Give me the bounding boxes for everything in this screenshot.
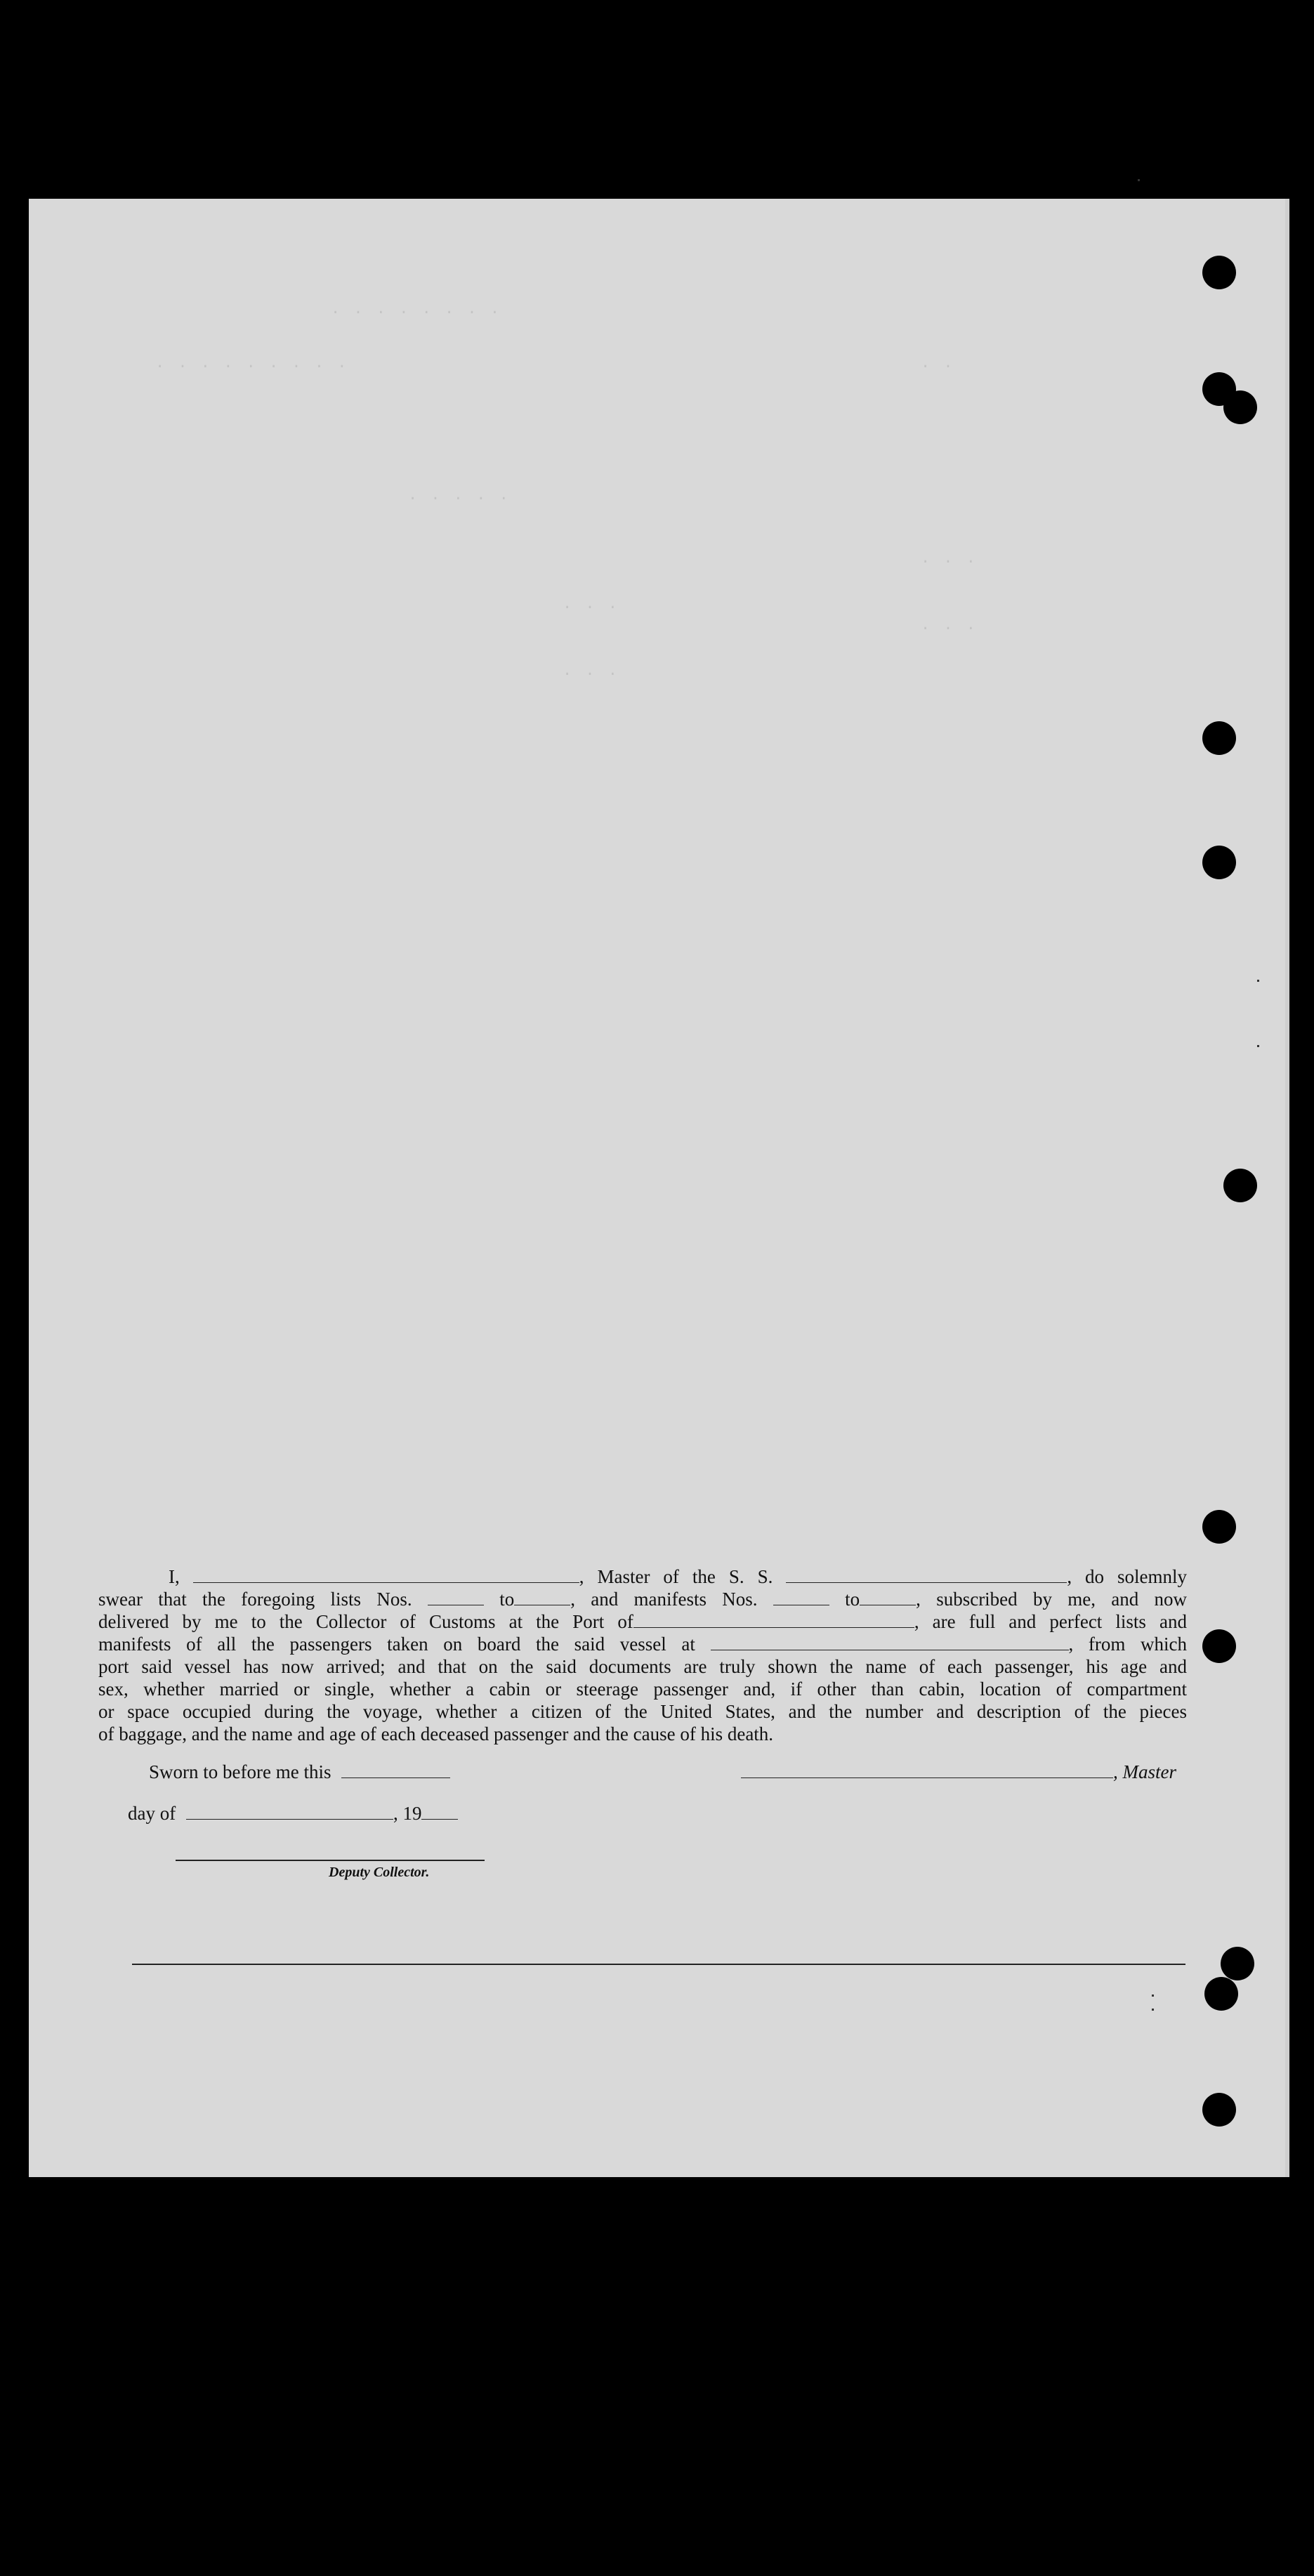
ship-name-blank xyxy=(786,1568,1067,1583)
bleed-through-text: . . . . . . . . xyxy=(331,301,502,318)
day-of-line xyxy=(128,1803,458,1825)
oath-text: swear that the foregoing lists Nos. xyxy=(98,1589,412,1610)
oath-text: , do solemnly xyxy=(1067,1566,1188,1587)
oath-text: to xyxy=(499,1589,515,1610)
deputy-signature-rule xyxy=(176,1860,485,1861)
oath-text: , are full and perfect lists and xyxy=(914,1611,1187,1632)
oath-text: to xyxy=(845,1589,860,1610)
master-signature-blank xyxy=(741,1763,1113,1778)
page-edge xyxy=(1285,199,1289,2177)
bleed-through-text: . . xyxy=(921,355,955,372)
punch-hole xyxy=(1223,1169,1257,1202)
oath-text: I, xyxy=(169,1566,180,1587)
punch-hole xyxy=(1204,1977,1238,2011)
punch-hole xyxy=(1202,1510,1236,1544)
manifest-no-from-blank xyxy=(773,1591,829,1605)
month-blank xyxy=(186,1805,393,1820)
sworn-label: Sworn to before me this xyxy=(149,1761,331,1782)
port-blank xyxy=(633,1613,914,1628)
list-no-from-blank xyxy=(428,1591,484,1605)
bleed-through-text: . . . . . . . . . xyxy=(155,355,349,372)
master-name-blank xyxy=(193,1568,579,1583)
oath-line xyxy=(98,1610,1187,1633)
oath-text: delivered by me to the Collector of Customs at the Port of xyxy=(98,1611,633,1632)
scan-speck xyxy=(1152,1995,1154,1997)
bleed-through-text: . . . xyxy=(921,617,978,634)
scan-speck xyxy=(1257,1045,1259,1047)
oath-paragraph xyxy=(98,1565,1187,1745)
sworn-date-blank xyxy=(341,1763,450,1778)
document-page xyxy=(29,199,1285,2177)
departure-port-blank xyxy=(711,1636,1069,1650)
oath-line: or space occupied during the voyage, whether a citizen of the United States, and the number and description of the pieces xyxy=(98,1701,1187,1722)
scan-speck xyxy=(1257,980,1259,982)
scan-speck xyxy=(1152,2009,1154,2011)
oath-line xyxy=(98,1588,1187,1610)
oath-text: , Master of the S. S. xyxy=(579,1566,773,1587)
oath-line xyxy=(98,1633,1187,1655)
year-label: , 19 xyxy=(393,1803,422,1824)
punch-hole xyxy=(1223,390,1257,424)
oath-line: sex, whether married or single, whether a cabin or steerage passenger and, if other than cabin, location of compartment xyxy=(98,1678,1187,1700)
master-label: , Master xyxy=(1113,1761,1176,1782)
punch-hole xyxy=(1202,2093,1236,2127)
bleed-through-text: . . . . . xyxy=(408,487,511,504)
punch-hole xyxy=(1202,846,1236,879)
oath-text: , from which xyxy=(1068,1634,1187,1655)
oath-text: , subscribed by me, and now xyxy=(916,1589,1188,1610)
oath-line: port said vessel has now arrived; and that on the said documents are truly shown the name of each passenger, his age and xyxy=(98,1656,1187,1677)
master-signature-line xyxy=(741,1761,1176,1783)
oath-text: , and manifests Nos. xyxy=(570,1589,758,1610)
sworn-line xyxy=(149,1761,450,1783)
oath-text: manifests of all the passengers taken on board the said vessel at xyxy=(98,1634,695,1655)
punch-hole xyxy=(1221,1947,1254,1980)
punch-hole xyxy=(1202,721,1236,755)
punch-hole xyxy=(1202,1629,1236,1663)
oath-line: of baggage, and the name and age of each deceased passenger and the cause of his death. xyxy=(98,1723,774,1744)
deputy-collector-label: Deputy Collector. xyxy=(329,1865,430,1880)
bottom-rule xyxy=(132,1964,1185,1965)
bleed-through-text: . . . xyxy=(921,550,978,567)
bleed-through-text: . . . xyxy=(563,662,620,680)
oath-line xyxy=(98,1565,1187,1588)
year-blank xyxy=(421,1805,458,1820)
manifest-no-to-blank xyxy=(860,1591,916,1605)
punch-hole xyxy=(1202,256,1236,289)
day-of-label: day of xyxy=(128,1803,176,1824)
scan-speck xyxy=(1138,179,1140,181)
bleed-through-text: . . . xyxy=(563,596,620,613)
list-no-to-blank xyxy=(514,1591,570,1605)
